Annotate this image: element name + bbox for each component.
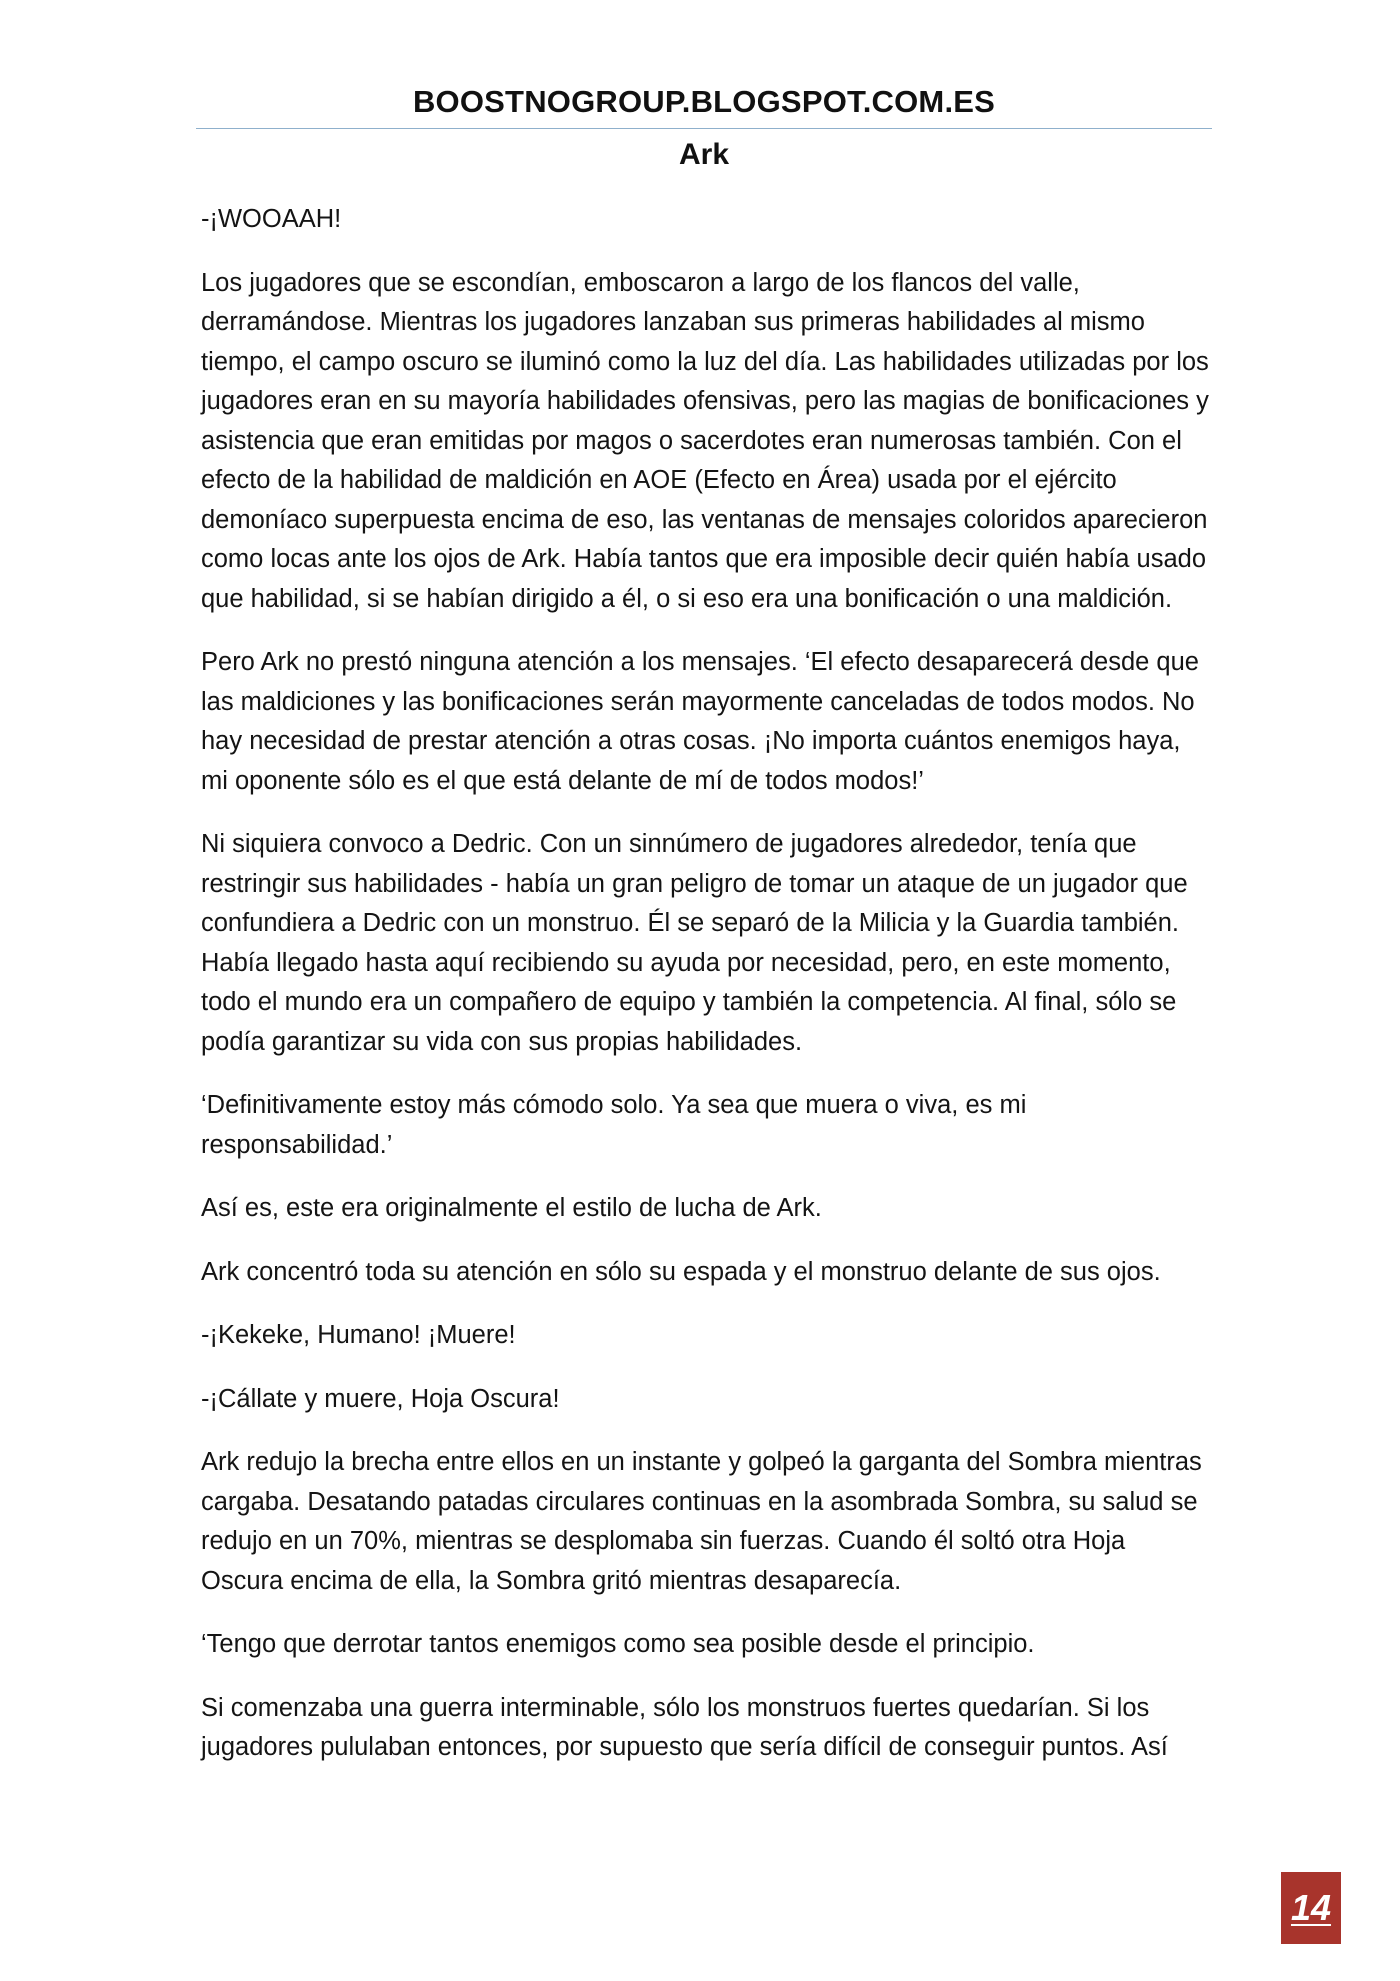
site-title: BOOSTNOGROUP.BLOGSPOT.COM.ES: [412, 84, 996, 119]
book-title: Ark: [678, 138, 730, 171]
page-number: 14: [1290, 1887, 1332, 1928]
paragraph: Pero Ark no prestó ninguna atención a los mensajes. ‘El efecto desaparecerá desde que las maldiciones y las bonificaciones serán mayormente canceladas de todos modos. No hay necesidad de prestar atención a otras cosas. ¡No importa cuántos enemigos haya, mi oponente sólo es el que está delante de mí de todos modos!’: [201, 648, 1199, 795]
document-body: [201, 200, 1211, 1792]
paragraph: -¡Cállate y muere, Hoja Oscura!: [201, 1384, 560, 1413]
paragraph: Los jugadores que se escondían, emboscaron a largo de los flancos del valle, derramándose. Mientras los jugadores lanzaban sus primeras habilidades al mismo tiempo, el campo oscuro se iluminó como la luz del día. Las habilidades utilizadas por los jugadores eran en su mayoría habilidades ofensivas, pero las magias de bonificaciones y asistencia que eran emitidas por magos o sacerdotes eran numerosas también. Con el efecto de la habilidad de maldición en AOE (Efecto en Área) usada por el ejército demoníaco superpuesta encima de eso, las ventanas de mensajes coloridos aparecieron como locas ante los ojos de Ark. Había tantos que era imposible decir quién había usado que habilidad, si se habían dirigido a él, o si eso era una bonificación o una maldición.: [201, 268, 1209, 613]
page-header: [196, 82, 1212, 177]
header-divider: [196, 128, 1212, 129]
paragraph: -¡WOOAAH!: [201, 205, 342, 233]
paragraph: -¡Kekeke, Humano! ¡Muere!: [201, 1321, 516, 1349]
paragraph: ‘Definitivamente estoy más cómodo solo. Ya sea que muera o viva, es mi responsabilidad.’: [201, 1091, 1027, 1159]
paragraph: Si comenzaba una guerra interminable, sólo los monstruos fuertes quedarían. Si los jugadores pululaban entonces, por supuesto que sería difícil de conseguir puntos. Así: [201, 1693, 1168, 1761]
paragraph: Ni siquiera convoco a Dedric. Con un sinnúmero de jugadores alrededor, tenía que restringir sus habilidades - había un gran peligro de tomar un ataque de un jugador que confundiera a Dedric con un monstruo. Él se separó de la Milicia y la Guardia también. Había llegado hasta aquí recibiendo su ayuda por necesidad, pero, en este momento, todo el mundo era un compañero de equipo y también la competencia. Al final, sólo se podía garantizar su vida con sus propias habilidades.: [201, 830, 1188, 1056]
paragraph: ‘Tengo que derrotar tantos enemigos como sea posible desde el principio.: [201, 1630, 1035, 1658]
paragraph: Ark redujo la brecha entre ellos en un instante y golpeó la garganta del Sombra mientras cargaba. Desatando patadas circulares continuas en la asombrada Sombra, su salud se redujo en un 70%, mientras se desplomaba sin fuerzas. Cuando él soltó otra Hoja Oscura encima de ella, la Sombra gritó mientras desaparecía.: [201, 1448, 1202, 1595]
paragraph: Así es, este era originalmente el estilo de lucha de Ark.: [201, 1194, 822, 1222]
page-number-badge: [1281, 1872, 1341, 1944]
paragraph: Ark concentró toda su atención en sólo su espada y el monstruo delante de sus ojos.: [201, 1257, 1161, 1286]
